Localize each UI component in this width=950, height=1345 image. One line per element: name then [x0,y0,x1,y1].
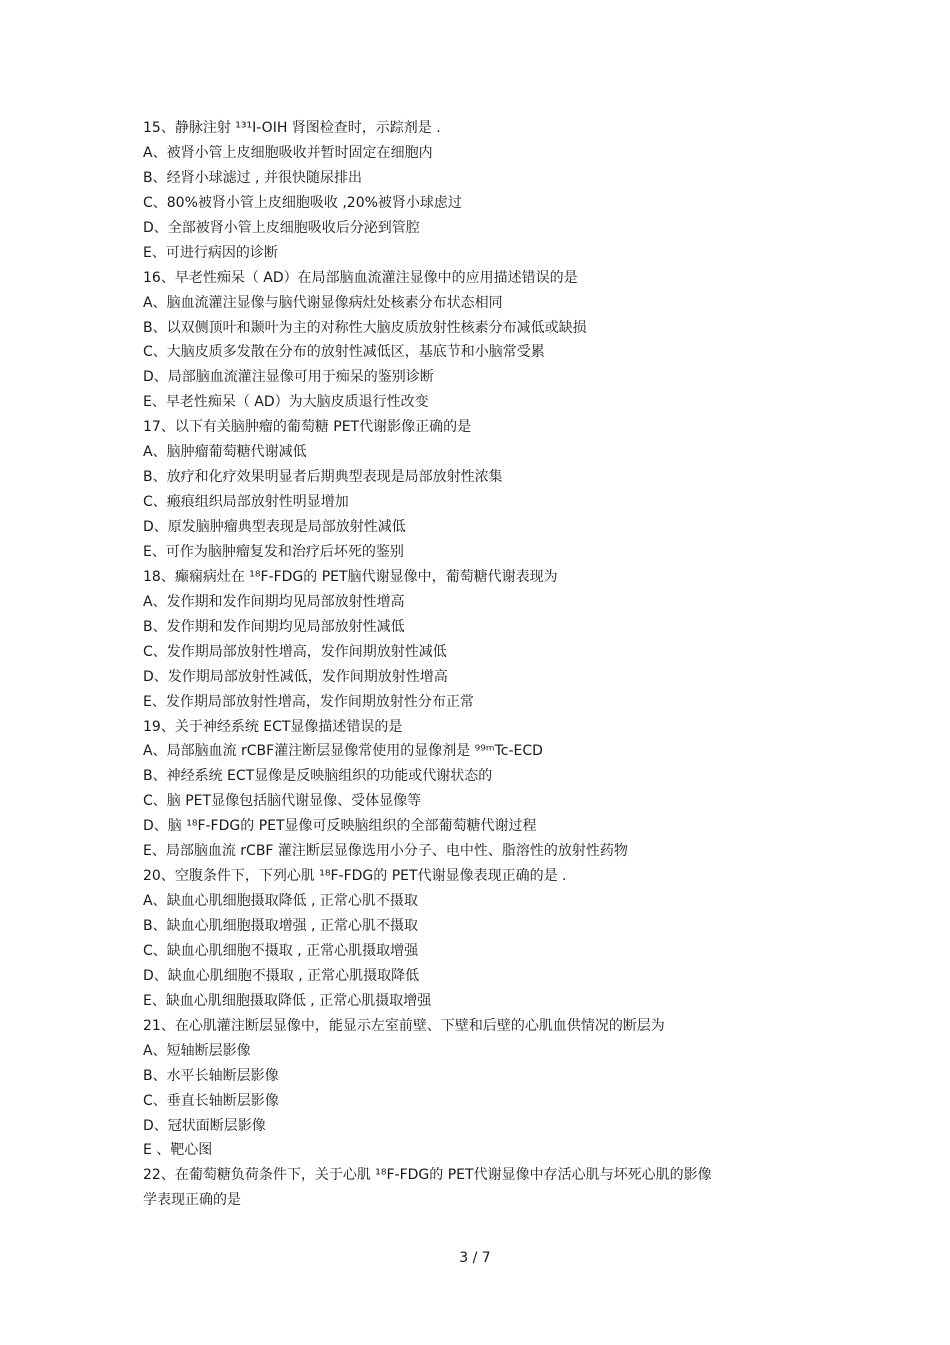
question-18: 18、癫痫病灶在 ¹⁸F-FDG的 PET脑代谢显像中，葡萄糖代谢表现为 [143,568,558,585]
question-22-continuation: 学表现正确的是 [143,1192,241,1209]
question-15: 15、静脉注射 ¹³¹I-OIH 肾图检查时，示踪剂是 . [143,120,441,136]
option-18-e: E、发作期局部放射性增高，发作间期放射性分布正常 [143,693,474,710]
option-15-c: C、80%被肾小管上皮细胞吸收 ,20%被肾小球虑过 [143,194,462,211]
option-20-b: B、缺血心肌细胞摄取增强 , 正常心肌不摄取 [143,918,418,934]
option-16-e: E、早老性痴呆（ AD）为大脑皮质退行性改变 [143,394,429,411]
question-21: 21、在心肌灌注断层显像中，能显示左室前壁、下壁和后壁的心肌血供情况的断层为 [143,1017,665,1034]
option-15-b: B、经肾小球滤过 , 并很快随尿排出 [143,169,362,186]
option-20-a: A、缺血心肌细胞摄取降低 , 正常心肌不摄取 [143,893,418,910]
option-17-b: B、放疗和化疗效果明显者后期典型表现是局部放射性浓集 [143,469,503,486]
option-15-a: A、被肾小管上皮细胞吸收并暂时固定在细胞内 [143,144,433,161]
option-20-e: E、缺血心肌细胞摄取降低 , 正常心肌摄取增强 [143,992,432,1009]
question-19: 19、关于神经系统 ECT显像描述错误的是 [143,718,403,735]
option-17-e: E、可作为脑肿瘤复发和治疗后坏死的鉴别 [143,543,404,560]
option-21-d: D、冠状面断层影像 [143,1117,266,1134]
question-16: 16、早老性痴呆（ AD）在局部脑血流灌注显像中的应用描述错误的是 [143,269,578,286]
question-20: 20、空腹条件下，下列心肌 ¹⁸F-FDG的 PET代谢显像表现正确的是 . [143,868,567,885]
question-22: 22、在葡萄糖负荷条件下，关于心肌 ¹⁸F-FDG的 PET代谢显像中存活心肌与坏死心肌的影像 [143,1167,712,1184]
option-17-a: A、脑肿瘤葡萄糖代谢减低 [143,444,307,461]
option-18-d: D、发作期局部放射性减低，发作间期放射性增高 [143,668,448,685]
option-16-b: B、以双侧顶叶和颞叶为主的对称性大脑皮质放射性核素分布减低或缺损 [143,319,587,336]
option-21-a: A、短轴断层影像 [143,1042,251,1059]
option-17-c: C、瘢痕组织局部放射性明显增加 [143,494,349,511]
option-21-b: B、水平长轴断层影像 [143,1067,279,1084]
option-19-b: B、神经系统 ECT显像是反映脑组织的功能或代谢状态的 [143,768,493,785]
option-19-a: A、局部脑血流 rCBF灌注断层显像常使用的显像剂是 ⁹⁹ᵐTc-ECD [143,743,543,760]
option-21-c: C、垂直长轴断层影像 [143,1092,279,1109]
option-19-d: D、脑 ¹⁸F-FDG的 PET显像可反映脑组织的全部葡萄糖代谢过程 [143,818,537,835]
option-15-e: E、可进行病因的诊断 [143,244,278,261]
option-19-c: C、脑 PET显像包括脑代谢显像、受体显像等 [143,793,422,810]
page-number: 3 / 7 [459,1250,491,1266]
option-19-e: E、局部脑血流 rCBF 灌注断层显像选用小分子、电中性、脂溶性的放射性药物 [143,843,628,860]
question-17: 17、以下有关脑肿瘤的葡萄糖 PET代谢影像正确的是 [143,419,472,436]
option-16-c: C、大脑皮质多发散在分布的放射性减低区，基底节和小脑常受累 [143,344,545,361]
option-18-a: A、发作期和发作间期均见局部放射性增高 [143,593,405,610]
option-21-e: E 、靶心图 [143,1142,213,1159]
option-15-d: D、全部被肾小管上皮细胞吸收后分泌到管腔 [143,219,420,236]
option-16-a: A、脑血流灌注显像与脑代谢显像病灶处核素分布状态相同 [143,294,503,311]
question-content [143,116,823,1213]
option-20-c: C、缺血心肌细胞不摄取 , 正常心肌摄取增强 [143,942,419,959]
option-16-d: D、局部脑血流灌注显像可用于痴呆的鉴别诊断 [143,369,434,386]
option-17-d: D、原发脑肿瘤典型表现是局部放射性减低 [143,519,406,535]
option-18-c: C、发作期局部放射性增高，发作间期放射性减低 [143,643,447,660]
option-18-b: B、发作期和发作间期均见局部放射性减低 [143,618,405,635]
option-20-d: D、缺血心肌细胞不摄取 , 正常心肌摄取降低 [143,967,420,984]
